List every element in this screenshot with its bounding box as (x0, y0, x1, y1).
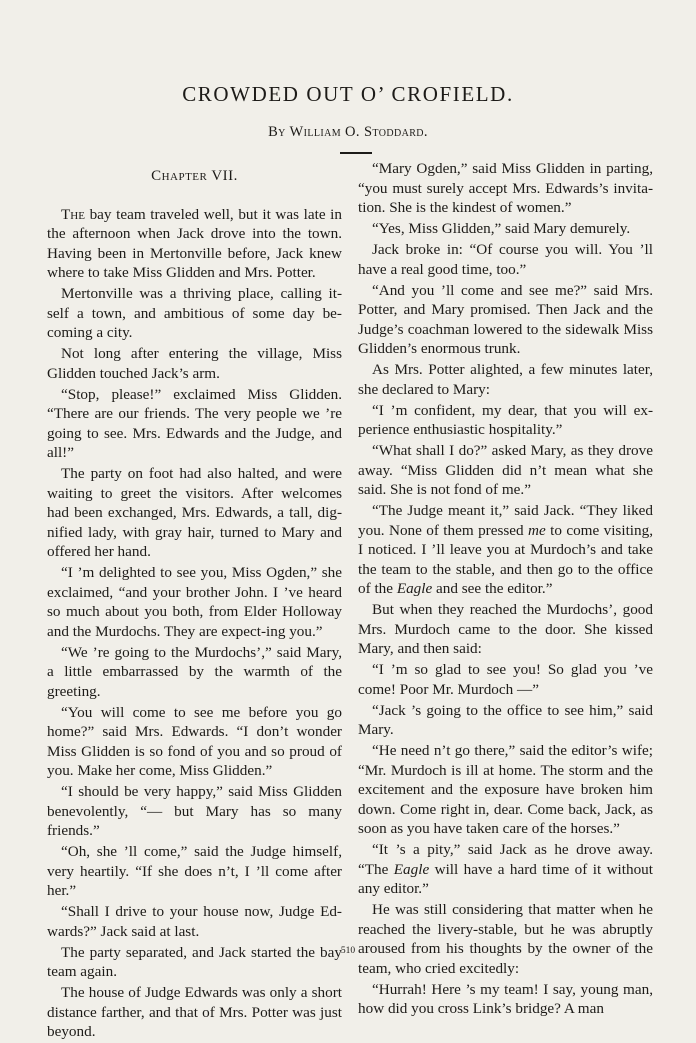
paragraph (358, 501, 653, 599)
newspaper-name: Eagle (393, 860, 430, 878)
paragraph-text: to come visiting, I noticed. I ’ll leave you at Murdoch’s and take the team to the stable, and then go to the office of the (358, 521, 653, 597)
chapter-heading: Chapter VII. (151, 168, 238, 184)
paragraph: “We ’re going to the Murdochs’,” said Mary, a little embarrassed by the warmth of the greeting. (47, 643, 342, 700)
paragraph: “What shall I do?” asked Mary, as they drove away. “Miss Glidden did n’t mean what she said. She is not fond of me.” (358, 442, 653, 498)
paragraph: He was still considering that matter when he reached the livery-stable, but he was abruptly aroused from his thoughts by the owner of the team, who cried excitedly: (358, 901, 653, 977)
left-column (47, 159, 342, 1043)
paragraph: “I ’m confident, my dear, that you will ex-perience enthusiastic hospitality.” (358, 401, 653, 438)
paragraph: Jack broke in: “Of course you will. You ’ll have a real good time, too.” (358, 241, 653, 278)
paragraph: “I ’m delighted to see you, Miss Ogden,” she exclaimed, “and your brother John. I ’ve heard so much about you both, from Elder Holloway and the Murdochs. They are expect-ing you.” (47, 564, 342, 640)
paragraph: “Shall I drive to your house now, Judge Ed-wards?” Jack said at last. (47, 903, 342, 940)
paragraph: Mertonville was a thriving place, calling it-self a town, and ambitious of some day be-coming a city. (47, 285, 342, 341)
paragraph-lead-word: The (61, 205, 85, 223)
paragraph-text: “The Judge meant it,” said Jack. “They liked you. None of them pressed (358, 502, 653, 539)
paragraph: “Hurrah! Here ’s my team! I say, young man, how did you cross Link’s bridge? A man (358, 980, 653, 1017)
paragraph-text: and see the editor.” (432, 580, 553, 597)
right-column (358, 159, 653, 1020)
newspaper-name: Eagle (396, 580, 433, 597)
paragraph (47, 205, 342, 283)
emphasis-text: me (528, 521, 546, 539)
page-number: 510 (340, 946, 356, 956)
paragraph: “Jack ’s going to the office to see him,” said Mary. (358, 701, 653, 738)
paragraph: But when they reached the Murdochs’, good Mrs. Murdoch came to the door. She kissed Mary, and then said: (358, 601, 653, 657)
paragraph: The party on foot had also halted, and were waiting to greet the visitors. After welcomes had been exchanged, Mrs. Edwards, a tall, dig-nified lady, with gray hair, turned to Mary and offered her hand. (47, 465, 342, 560)
paragraph: “He need n’t go there,” said the editor’s wife; “Mr. Murdoch is ill at home. The storm and the excitement and the exposure have broken him down. Come right in, dear. Come back, Jack, as soon as you have taken care of the horses.” (358, 742, 653, 837)
title-divider (340, 152, 372, 154)
paragraph: “And you ’ll come and see me?” said Mrs. Potter, and Mary promised. Then Jack and the Judge’s coachman lowered to the sidewalk Miss Glidden’s enormous trunk. (358, 281, 653, 357)
paragraph-text: bay team traveled well, but it was late in the afternoon when Jack drove into the town. Having been in Mertonville before, Jack knew where to take Miss Glidden and Mrs. Potter. (47, 205, 342, 281)
paragraph: “Oh, she ’ll come,” said the Judge himself, very heartily. “If she does n’t, I ’ll come after her.” (47, 843, 342, 899)
paragraph (358, 840, 653, 899)
paragraph: “I should be very happy,” said Miss Glidden benevolently, “— but Mary has so many friends.” (47, 783, 342, 839)
paragraph: “Mary Ogden,” said Miss Glidden in parting, “you must surely accept Mrs. Edwards’s invita-tion. She is the kindest of women.” (358, 160, 653, 216)
paragraph: “I ’m so glad to see you! So glad you ’ve come! Poor Mr. Murdoch —” (358, 661, 653, 698)
paragraph: “Yes, Miss Glidden,” said Mary demurely. (372, 220, 631, 237)
paragraph: The party separated, and Jack started the bay team again. (47, 943, 342, 980)
paragraph: Not long after entering the village, Miss Glidden touched Jack’s arm. (47, 345, 342, 382)
paragraph: “You will come to see me before you go home?” said Mrs. Edwards. “I don’t wonder Miss Glidden is so fond of you and so proud of you. Make her come, Miss Glidden.” (47, 703, 342, 779)
paragraph-text: “It ’s a pity,” said Jack as he drove away. “The (358, 841, 653, 878)
paragraph: The house of Judge Edwards was only a short distance farther, and that of Mrs. Potter was just beyond. (47, 984, 342, 1040)
paragraph-text: will have a hard time of it without any editor.” (358, 860, 653, 897)
article-byline: By William O. Stoddard. (268, 124, 428, 140)
article-title: CROWDED OUT O’ CROFIELD. (182, 82, 514, 106)
paragraph: As Mrs. Potter alighted, a few minutes later, she declared to Mary: (358, 361, 653, 398)
paragraph: “Stop, please!” exclaimed Miss Glidden. “There are our friends. The very people we ’re going to see. Mrs. Edwards and the Judge, and all!” (47, 385, 342, 461)
